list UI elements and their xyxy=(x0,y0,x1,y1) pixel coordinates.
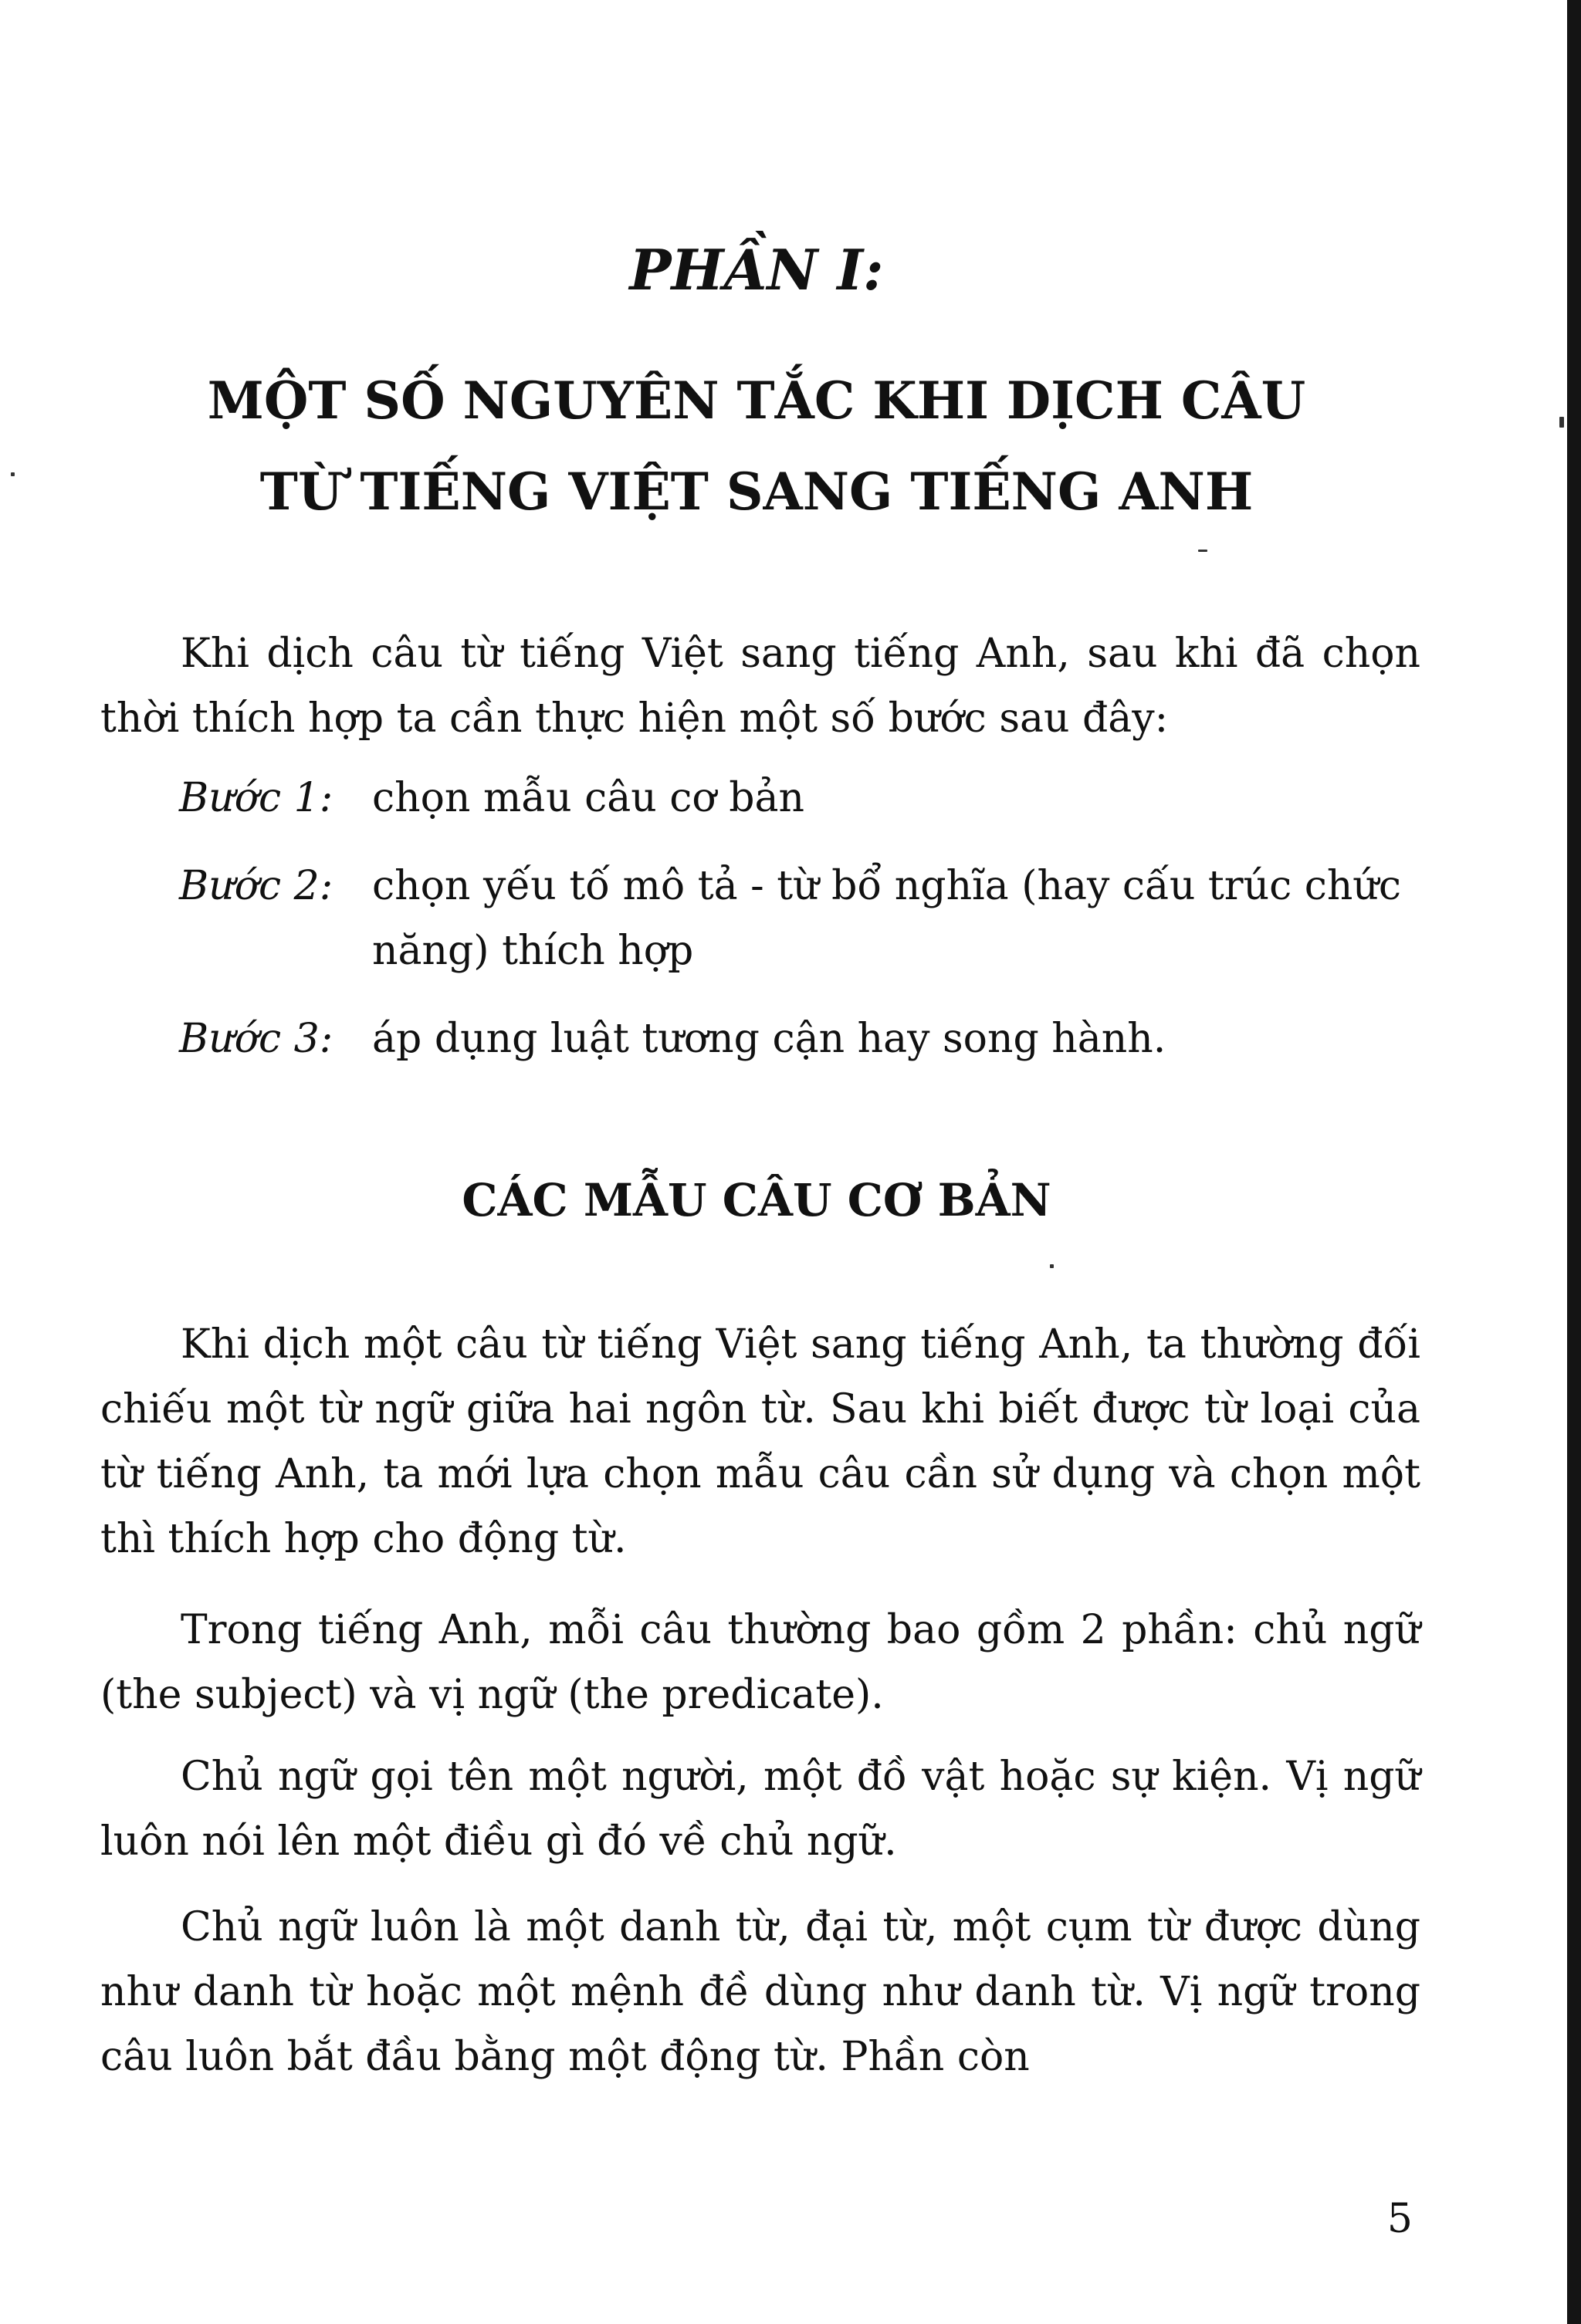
step-label: Bước 2: xyxy=(179,863,333,909)
step-item xyxy=(179,1006,1422,1071)
step-text: chọn yếu tố mô tả - từ bổ nghĩa (hay cấu trúc chức năng) thích hợp xyxy=(372,863,1402,974)
scan-speck xyxy=(1198,550,1207,552)
chapter-title-line-2: TỪ TIẾNG VIỆT SANG TIẾNG ANH xyxy=(259,462,1254,522)
step-label: Bước 1: xyxy=(179,775,333,821)
chapter-title-line-1: MỘT SỐ NGUYÊN TẮC KHI DỊCH CÂU xyxy=(207,370,1306,431)
body-paragraph: Trong tiếng Anh, mỗi câu thường bao gồm 2 phần: chủ ngữ (the subject) và vị ngữ (the predicate). xyxy=(100,1607,1420,1718)
part-title: PHẦN I: xyxy=(629,237,884,303)
body-paragraph: Chủ ngữ luôn là một danh từ, đại từ, một cụm từ được dùng như danh từ hoặc một mệnh đề dùng như danh từ. Vị ngữ trong câu luôn bắt đầu bằng một động từ. Phần còn xyxy=(100,1904,1420,2080)
step-item xyxy=(179,766,1422,830)
step-label: Bước 3: xyxy=(179,1016,333,1062)
body-paragraph: Chủ ngữ gọi tên một người, một đồ vật hoặc sự kiện. Vị ngữ luôn nói lên một điều gì đó về chủ ngữ. xyxy=(100,1754,1420,1865)
scan-speck xyxy=(1559,417,1564,428)
chapter-title xyxy=(0,355,1513,537)
step-item xyxy=(179,854,1422,983)
step-text: chọn mẫu câu cơ bản xyxy=(372,775,805,821)
step-text: áp dụng luật tương cận hay song hành. xyxy=(372,1016,1166,1062)
intro-paragraph: Khi dịch câu từ tiếng Việt sang tiếng Anh, sau khi đã chọn thời thích hợp ta cần thực hiện một số bước sau đây: xyxy=(100,631,1420,742)
section-title: CÁC MẪU CÂU CƠ BẢN xyxy=(462,1174,1051,1226)
body-paragraph: Khi dịch một câu từ tiếng Việt sang tiếng Anh, ta thường đối chiếu một từ ngữ giữa hai ngôn từ. Sau khi biết được từ loại của từ tiếng Anh, ta mới lựa chọn mẫu câu cần sử dụng và chọn một thì thích hợp cho động từ. xyxy=(100,1321,1420,1562)
scan-speck xyxy=(1050,1264,1054,1268)
page-binding-edge xyxy=(1567,0,1581,2324)
steps-list xyxy=(179,766,1422,1094)
page-number: 5 xyxy=(1386,2196,1413,2242)
